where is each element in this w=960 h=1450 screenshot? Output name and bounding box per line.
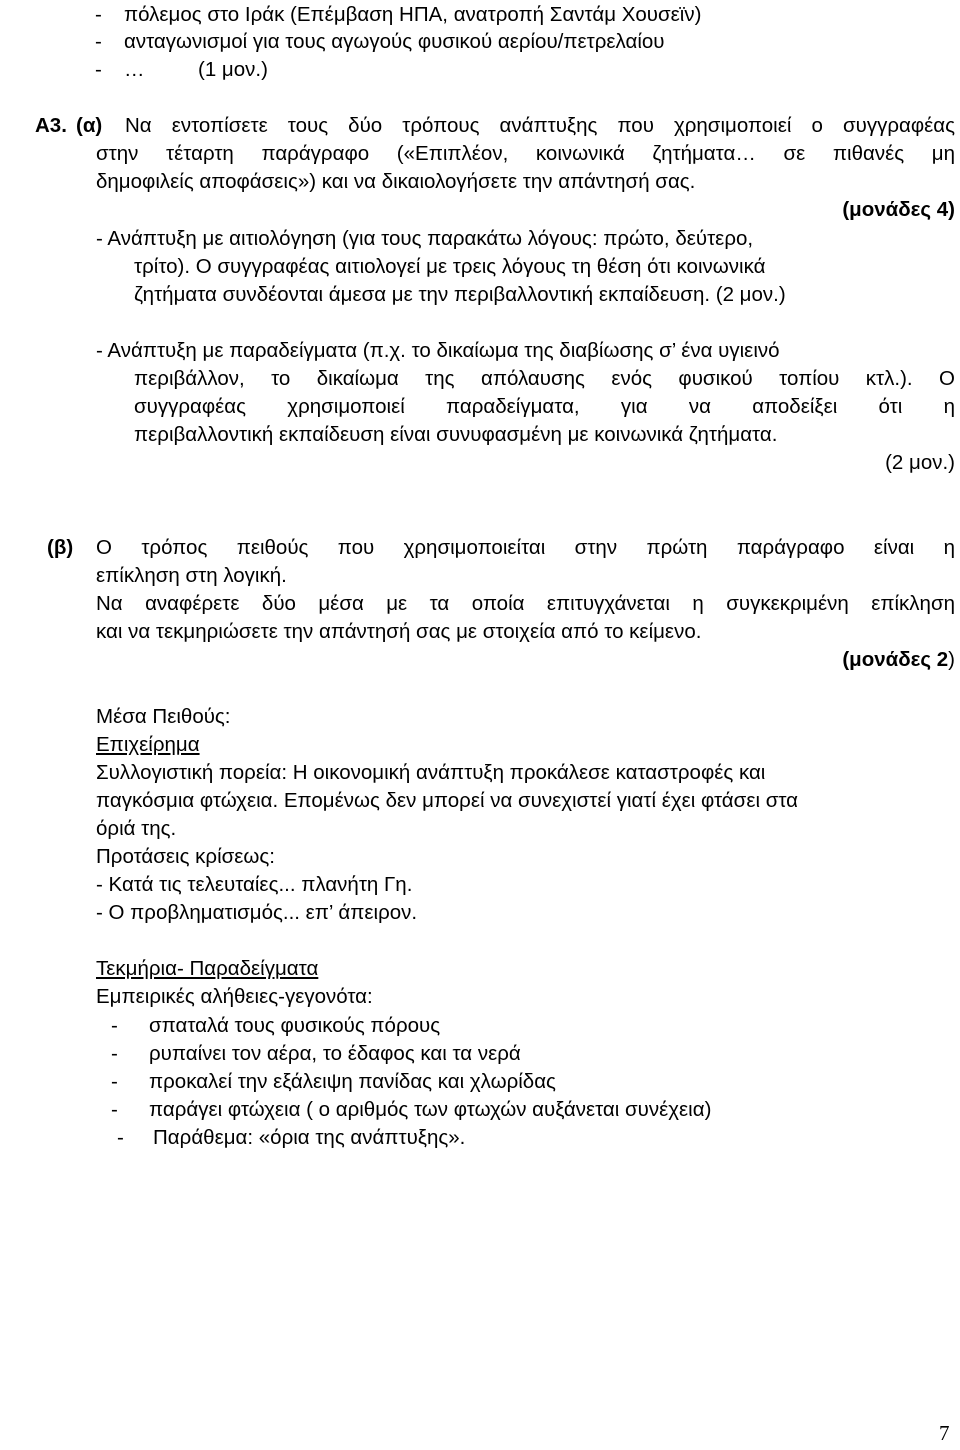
reasoning-line-1: Συλλογιστική πορεία: Η οικονομική ανάπτυξη προκάλεσε καταστροφές και [96, 761, 766, 784]
b-marks-close: ) [948, 648, 955, 671]
top-line-1: πόλεμος στο Ιράκ (Επέμβαση ΗΠΑ, ανατροπή Σαντάμ Χουσεϊν) [124, 3, 702, 26]
fact-3: προκαλεί την εξάλειψη πανίδας και χλωρίδας [149, 1070, 556, 1093]
a-answer-2-line-4: περιβαλλοντική εκπαίδευση είναι συνυφασμένη με κοινωνικά ζητήματα. [134, 423, 778, 446]
fact-4: παράγει φτώχεια ( ο αριθμός των φτωχών αυξάνεται συνέχεια) [149, 1098, 712, 1121]
a-question-line-3: δημοφιλείς αποφάσεις») και να δικαιολογήσετε την απάντησή σας. [96, 170, 696, 193]
fact-dash-5: - [117, 1126, 124, 1149]
top-dash-2: - [95, 30, 102, 53]
b-marks-text: (μονάδες 2 [842, 648, 949, 671]
label-a: (α) [76, 114, 103, 137]
judgments-title: Προτάσεις κρίσεως: [96, 845, 275, 868]
b-marks [842, 647, 955, 673]
label-b: (β) [47, 536, 74, 559]
b-question-line-4: και να τεκμηριώσετε την απάντησή σας με στοιχεία από το κείμενο. [96, 620, 702, 643]
means-title: Μέσα Πειθούς: [96, 705, 231, 728]
top-dash-3: - [95, 58, 102, 81]
page-number: 7 [939, 1421, 950, 1445]
reasoning-line-2: παγκόσμια φτώχεια. Επομένως δεν μπορεί να συνεχιστεί γιατί έχει φτάσει στα [96, 789, 799, 812]
top-ellipsis: … [124, 58, 145, 81]
a-answer-1-line-3: ζητήματα συνδέονται άμεσα με την περιβαλλοντική εκπαίδευση. (2 μον.) [134, 283, 786, 306]
fact-5: Παράθεμα: «όρια της ανάπτυξης». [153, 1126, 466, 1149]
a-answer-1-line-1: - Ανάπτυξη με αιτιολόγηση (για τους παρακάτω λόγους: πρώτο, δεύτερο, [96, 227, 754, 250]
top-line-2: ανταγωνισμοί για τους αγωγούς φυσικού αερίου/πετρελαίου [124, 30, 665, 53]
a-answer-1-line-2: τρίτο). Ο συγγραφέας αιτιολογεί με τρεις λόγους τη θέση ότι κοινωνικά [134, 255, 766, 278]
a-answer-2-line-2: περιβάλλον, το δικαίωμα της απόλαυσης ενός φυσικού τοπίου κτλ.). Ο [134, 367, 955, 390]
judgment-2: - Ο προβληματισμός... επ’ άπειρον. [96, 901, 418, 924]
top-dash-1: - [95, 3, 102, 26]
evidence-heading: Τεκμήρια- Παραδείγματα [96, 957, 319, 980]
argument-heading: Επιχείρημα [96, 733, 200, 756]
fact-dash-4: - [111, 1098, 118, 1121]
top-marks: (1 μον.) [198, 58, 268, 81]
b-question-line-3: Να αναφέρετε δύο μέσα με τα οποία επιτυγχάνεται η συγκεκριμένη επίκληση [96, 592, 955, 615]
facts-title: Εμπειρικές αλήθειες-γεγονότα: [96, 985, 373, 1008]
a-answer-2-line-1: - Ανάπτυξη με παραδείγματα (π.χ. το δικαίωμα της διαβίωσης σ’ ένα υγιεινό [96, 339, 780, 362]
a-question-line-1: Να εντοπίσετε τους δύο τρόπους ανάπτυξης που χρησιμοποιεί ο συγγραφέας [125, 114, 955, 137]
fact-dash-2: - [111, 1042, 118, 1065]
a-answer-2-line-3: συγγραφέας χρησιμοποιεί παραδείγματα, για να αποδείξει ότι η [134, 395, 955, 418]
judgment-1: - Κατά τις τελευταίες... πλανήτη Γη. [96, 873, 413, 896]
fact-dash-3: - [111, 1070, 118, 1093]
reasoning-line-3: όριά της. [96, 817, 177, 840]
fact-dash-1: - [111, 1014, 118, 1037]
a-marks: (μονάδες 4) [842, 198, 955, 221]
a-answer-2-marks: (2 μον.) [885, 451, 955, 474]
b-question-line-1: Ο τρόπος πειθούς που χρησιμοποιείται στην πρώτη παράγραφο είναι η [96, 536, 955, 559]
b-question-line-2: επίκληση στη λογική. [96, 564, 287, 587]
fact-1: σπαταλά τους φυσικούς πόρους [149, 1014, 441, 1037]
fact-2: ρυπαίνει τον αέρα, το έδαφος και τα νερά [149, 1042, 521, 1065]
question-number: Α3. [35, 114, 67, 137]
a-question-line-2: στην τέταρτη παράγραφο («Επιπλέον, κοινωνικά ζητήματα… σε πιθανές μη [96, 142, 955, 165]
